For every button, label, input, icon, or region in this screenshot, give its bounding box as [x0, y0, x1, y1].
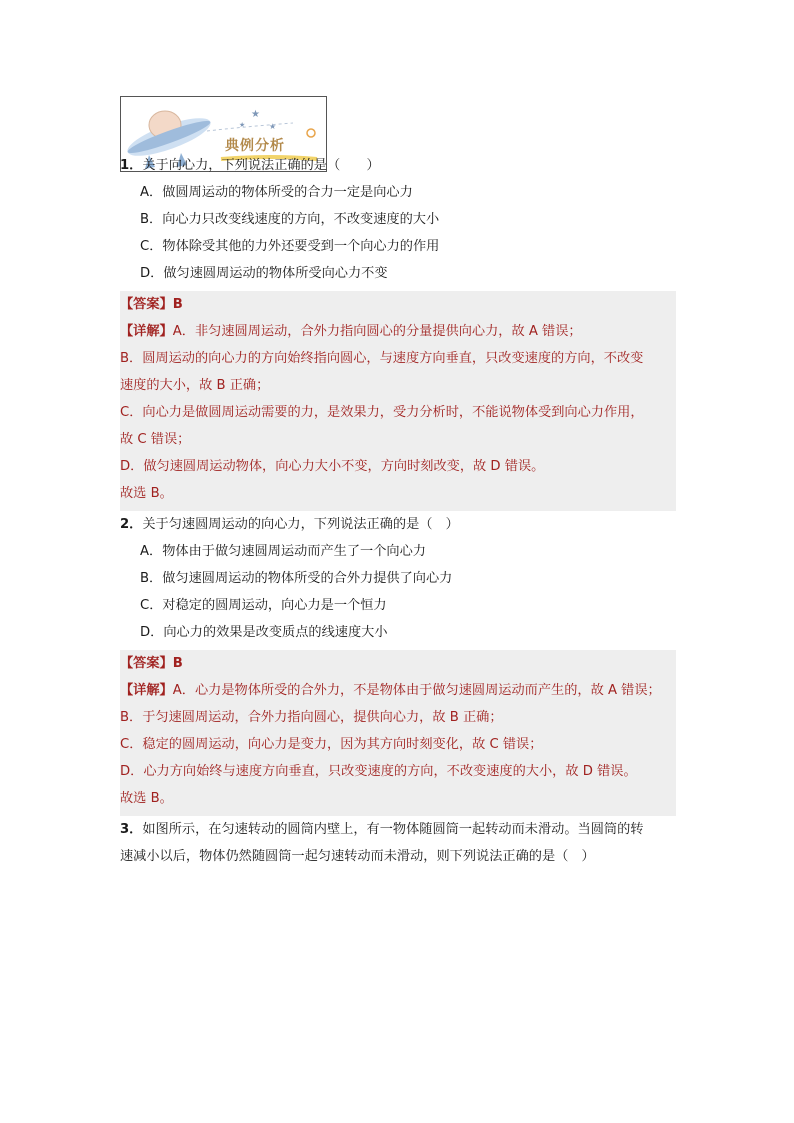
- option-b: B．做匀速圆周运动的物体所受的合外力提供了向心力: [140, 571, 453, 586]
- question-2: [120, 511, 676, 816]
- option-a: A．物体由于做匀速圆周运动而产生了一个向心力: [140, 544, 426, 559]
- detail-line: D．做匀速圆周运动物体，向心力大小不变，方向时刻改变，故 D 错误。: [120, 459, 545, 474]
- content: [120, 152, 676, 870]
- detail-line: B．于匀速圆周运动，合外力指向圆心，提供向心力，故 B 正确；: [120, 710, 503, 725]
- detail-line: C．向心力是做圆周运动需要的力，是效果力，受力分析时，不能说物体受到向心力作用，: [120, 405, 644, 420]
- svg-text:★: ★: [251, 109, 260, 120]
- detail-line: C．稳定的圆周运动，向心力是变力，因为其方向时刻变化，故 C 错误；: [120, 737, 543, 752]
- option-d: D．向心力的效果是改变质点的线速度大小: [140, 625, 388, 640]
- option-b: B．向心力只改变线速度的方向，不改变速度的大小: [140, 212, 440, 227]
- option-c: C．物体除受其他的力外还要受到一个向心力的作用: [140, 239, 440, 254]
- question-stem: 2．关于匀速圆周运动的向心力，下列说法正确的是（ ）: [120, 517, 459, 532]
- svg-text:★: ★: [269, 122, 277, 131]
- detail-line: 速度的大小，故 B 正确；: [120, 378, 270, 393]
- question-3: [120, 816, 676, 870]
- conclusion-line: 故选 B。: [120, 486, 173, 501]
- banner-label: 典例分析: [225, 138, 285, 154]
- option-c: C．对稳定的圆周运动，向心力是一个恒力: [140, 598, 387, 613]
- option-d: D．做匀速圆周运动的物体所受向心力不变: [140, 266, 388, 281]
- question-stem: 1．关于向心力，下列说法正确的是（ ）: [120, 158, 380, 173]
- detail-line: B．圆周运动的向心力的方向始终指向圆心，与速度方向垂直，只改变速度的方向，不改变: [120, 351, 644, 366]
- detail-line: D．心力方向始终与速度方向垂直，只改变速度的方向，不改变速度的大小，故 D 错误。: [120, 764, 637, 779]
- detail-line: 故 C 错误；: [120, 432, 191, 447]
- detail-line: 【详解】A．非匀速圆周运动，合外力指向圆心的分量提供向心力，故 A 错误；: [120, 324, 582, 339]
- answer-line: 【答案】B: [120, 297, 183, 312]
- answer-block: [120, 650, 676, 816]
- answer-line: 【答案】B: [120, 656, 183, 671]
- question-stem: 3．如图所示，在匀速转动的圆筒内壁上，有一物体随圆筒一起转动而未滑动。当圆筒的转: [120, 822, 644, 837]
- svg-text:★: ★: [239, 121, 246, 129]
- question-stem-continued: 速减小以后，物体仍然随圆筒一起匀速转动而未滑动，则下列说法正确的是（ ）: [120, 849, 595, 864]
- conclusion-line: 故选 B。: [120, 791, 173, 806]
- answer-block: [120, 291, 676, 511]
- option-a: A．做圆周运动的物体所受的合力一定是向心力: [140, 185, 413, 200]
- question-1: [120, 152, 676, 511]
- detail-line: 【详解】A．心力是物体所受的合外力，不是物体由于做匀速圆周运动而产生的，故 A 错误；: [120, 683, 661, 698]
